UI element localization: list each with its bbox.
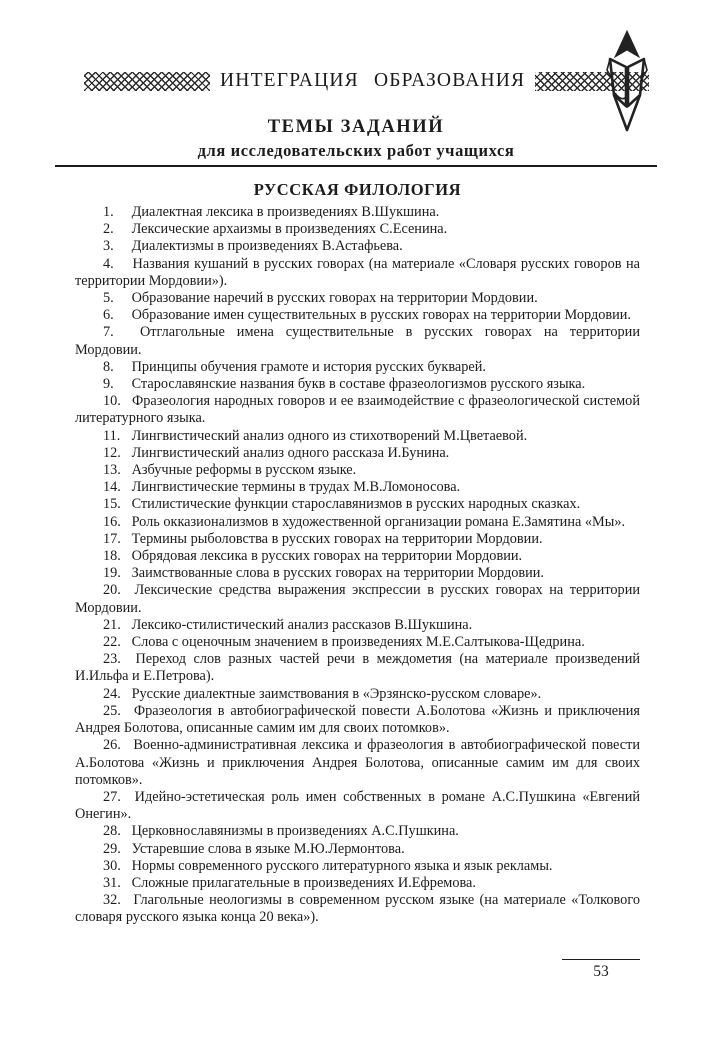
item-number: 28. <box>103 823 121 840</box>
section-heading: РУССКАЯ ФИЛОЛОГИЯ <box>253 180 462 199</box>
doc-title-block <box>55 117 657 167</box>
item-text: Церковнославянизмы в произведениях А.С.Пушкина. <box>128 823 459 840</box>
list-item <box>75 393 640 427</box>
list-item <box>75 686 640 703</box>
list-item <box>75 359 640 376</box>
item-number: 29. <box>103 840 121 857</box>
list-item <box>75 582 640 616</box>
item-number: 9. <box>103 376 114 393</box>
item-number: 20. <box>103 582 121 599</box>
item-text: Азбучные реформы в русском языке. <box>128 462 357 479</box>
list-item <box>75 479 640 496</box>
item-number: 6. <box>103 307 114 324</box>
item-text: Обрядовая лексика в русских говорах на территории Мордовии. <box>128 548 523 565</box>
topics-list <box>75 204 640 927</box>
list-item <box>75 462 640 479</box>
list-item <box>75 617 640 634</box>
item-number: 31. <box>103 874 121 891</box>
item-text: Термины рыболовства в русских говорах на территории Мордовии. <box>128 530 543 547</box>
list-item <box>75 290 640 307</box>
item-text: Заимствованные слова в русских говорах на территории Мордовии. <box>128 565 544 582</box>
item-number: 16. <box>103 513 121 530</box>
list-item <box>75 548 640 565</box>
doc-title: ТЕМЫ ЗАДАНИЙ <box>267 117 445 137</box>
item-number: 5. <box>103 290 114 307</box>
item-number: 4. <box>103 255 114 272</box>
item-text: Нормы современного русского литературного языка и язык рекламы. <box>128 857 553 874</box>
item-number: 1. <box>103 204 114 220</box>
item-text: Военно-административная лексика и фразеология в автобиографической повести А.Болотова «Жизнь и приключения Андрея Болотова, описанные самим им для своих потомков». <box>75 737 640 788</box>
list-item <box>75 307 640 324</box>
item-number: 32. <box>103 892 121 909</box>
list-item <box>75 634 640 651</box>
item-number: 10. <box>103 393 121 410</box>
item-text: Слова с оценочным значением в произведениях М.Е.Салтыкова-Щедрина. <box>128 634 585 651</box>
item-text: Лексические средства выражения экспрессии в русских говорах на территории Мордовии. <box>75 582 640 616</box>
item-text: Отглагольные имена существительные в русских говорах на территории Мордовии. <box>75 324 640 358</box>
item-text: Образование имен существительных в русских говорах на территории Мордовии. <box>128 307 631 324</box>
item-text: Стилистические функции старославянизмов в русских народных сказках. <box>128 496 581 513</box>
item-text: Старославянские названия букв в составе фразеологизмов русского языка. <box>128 376 586 393</box>
item-number: 30. <box>103 857 121 874</box>
item-number: 14. <box>103 479 121 496</box>
list-item <box>75 514 640 531</box>
item-text: Роль окказионализмов в художественной организации романа Е.Замятина «Мы». <box>128 513 626 530</box>
item-text: Диалектизмы в произведениях В.Астафьева. <box>128 238 403 255</box>
item-text: Образование наречий в русских говорах на территории Мордовии. <box>128 290 538 307</box>
item-text: Лингвистические термины в трудах М.В.Ломоносова. <box>128 479 461 496</box>
journal-header <box>84 70 649 92</box>
item-number: 12. <box>103 444 121 461</box>
list-item <box>75 789 640 823</box>
item-number: 17. <box>103 530 121 547</box>
item-number: 7. <box>103 324 114 341</box>
list-item <box>75 737 640 789</box>
journal-title: ИНТЕГРАЦИЯ ОБРАЗОВАНИЯ <box>220 70 526 91</box>
list-item <box>75 892 640 926</box>
item-text: Устаревшие слова в языке М.Ю.Лермонтова. <box>128 840 405 857</box>
item-number: 18. <box>103 548 121 565</box>
item-text: Диалектная лексика в произведениях В.Шукшина. <box>128 204 440 220</box>
list-item <box>75 428 640 445</box>
item-number: 13. <box>103 462 121 479</box>
item-text: Лингвистический анализ одного из стихотворений М.Цветаевой. <box>128 427 528 444</box>
list-item <box>75 376 640 393</box>
list-item <box>75 445 640 462</box>
list-item <box>75 858 640 875</box>
item-text: Лексические архаизмы в произведениях С.Есенина. <box>128 221 448 238</box>
list-item <box>75 565 640 582</box>
item-text: Названия кушаний в русских говорах (на материале «Словаря русских говоров на территории Мордовии»). <box>75 255 640 289</box>
item-number: 3. <box>103 238 114 255</box>
item-number: 8. <box>103 358 114 375</box>
item-number: 2. <box>103 221 114 238</box>
list-item <box>75 703 640 737</box>
item-text: Лингвистический анализ одного рассказа И.Бунина. <box>128 444 450 461</box>
item-number: 27. <box>103 788 121 805</box>
list-item <box>75 651 640 685</box>
list-item <box>75 823 640 840</box>
list-item <box>75 238 640 255</box>
list-item <box>75 324 640 358</box>
item-number: 15. <box>103 496 121 513</box>
list-item <box>75 496 640 513</box>
item-text: Русские диалектные заимствования в «Эрзянско-русском словаре». <box>128 685 542 702</box>
item-number: 11. <box>103 427 121 444</box>
list-item <box>75 531 640 548</box>
list-item <box>75 256 640 290</box>
item-number: 26. <box>103 737 121 754</box>
item-text: Переход слов разных частей речи в междометия (на материале произведений И.Ильфа и Е.Петрова). <box>75 651 640 685</box>
item-number: 21. <box>103 616 121 633</box>
item-number: 19. <box>103 565 121 582</box>
item-text: Фразеология в автобиографической повести А.Болотова «Жизнь и приключения Андрея Болотова, описанные самим им для своих потомков». <box>75 702 640 737</box>
item-text: Глагольные неологизмы в современном русском языке (на материале «Толкового словаря русского языка конца 20 века»). <box>75 892 640 926</box>
item-text: Лексико-стилистический анализ рассказов В.Шукшина. <box>128 616 473 633</box>
item-text: Фразеология народных говоров и ее взаимодействие с фразеологической системой литературного языка. <box>75 393 640 427</box>
item-text: Идейно-эстетическая роль имен собственных в романе А.С.Пушкина «Евгений Онегин». <box>75 788 640 823</box>
item-number: 23. <box>103 651 121 668</box>
item-number: 25. <box>103 702 121 719</box>
item-number: 22. <box>103 634 121 651</box>
page-footer <box>562 959 640 981</box>
item-text: Сложные прилагательные в произведениях И.Ефремова. <box>128 874 476 891</box>
item-text: Принципы обучения грамоте и история русских букварей. <box>128 358 486 375</box>
doc-subtitle: для исследовательских работ учащихся <box>197 141 515 160</box>
crosshatch-bar-left <box>84 72 210 91</box>
list-item <box>75 204 640 221</box>
list-item <box>75 841 640 858</box>
list-item <box>75 221 640 238</box>
item-number: 24. <box>103 685 121 702</box>
page-number: 53 <box>593 963 609 980</box>
list-item <box>75 875 640 892</box>
